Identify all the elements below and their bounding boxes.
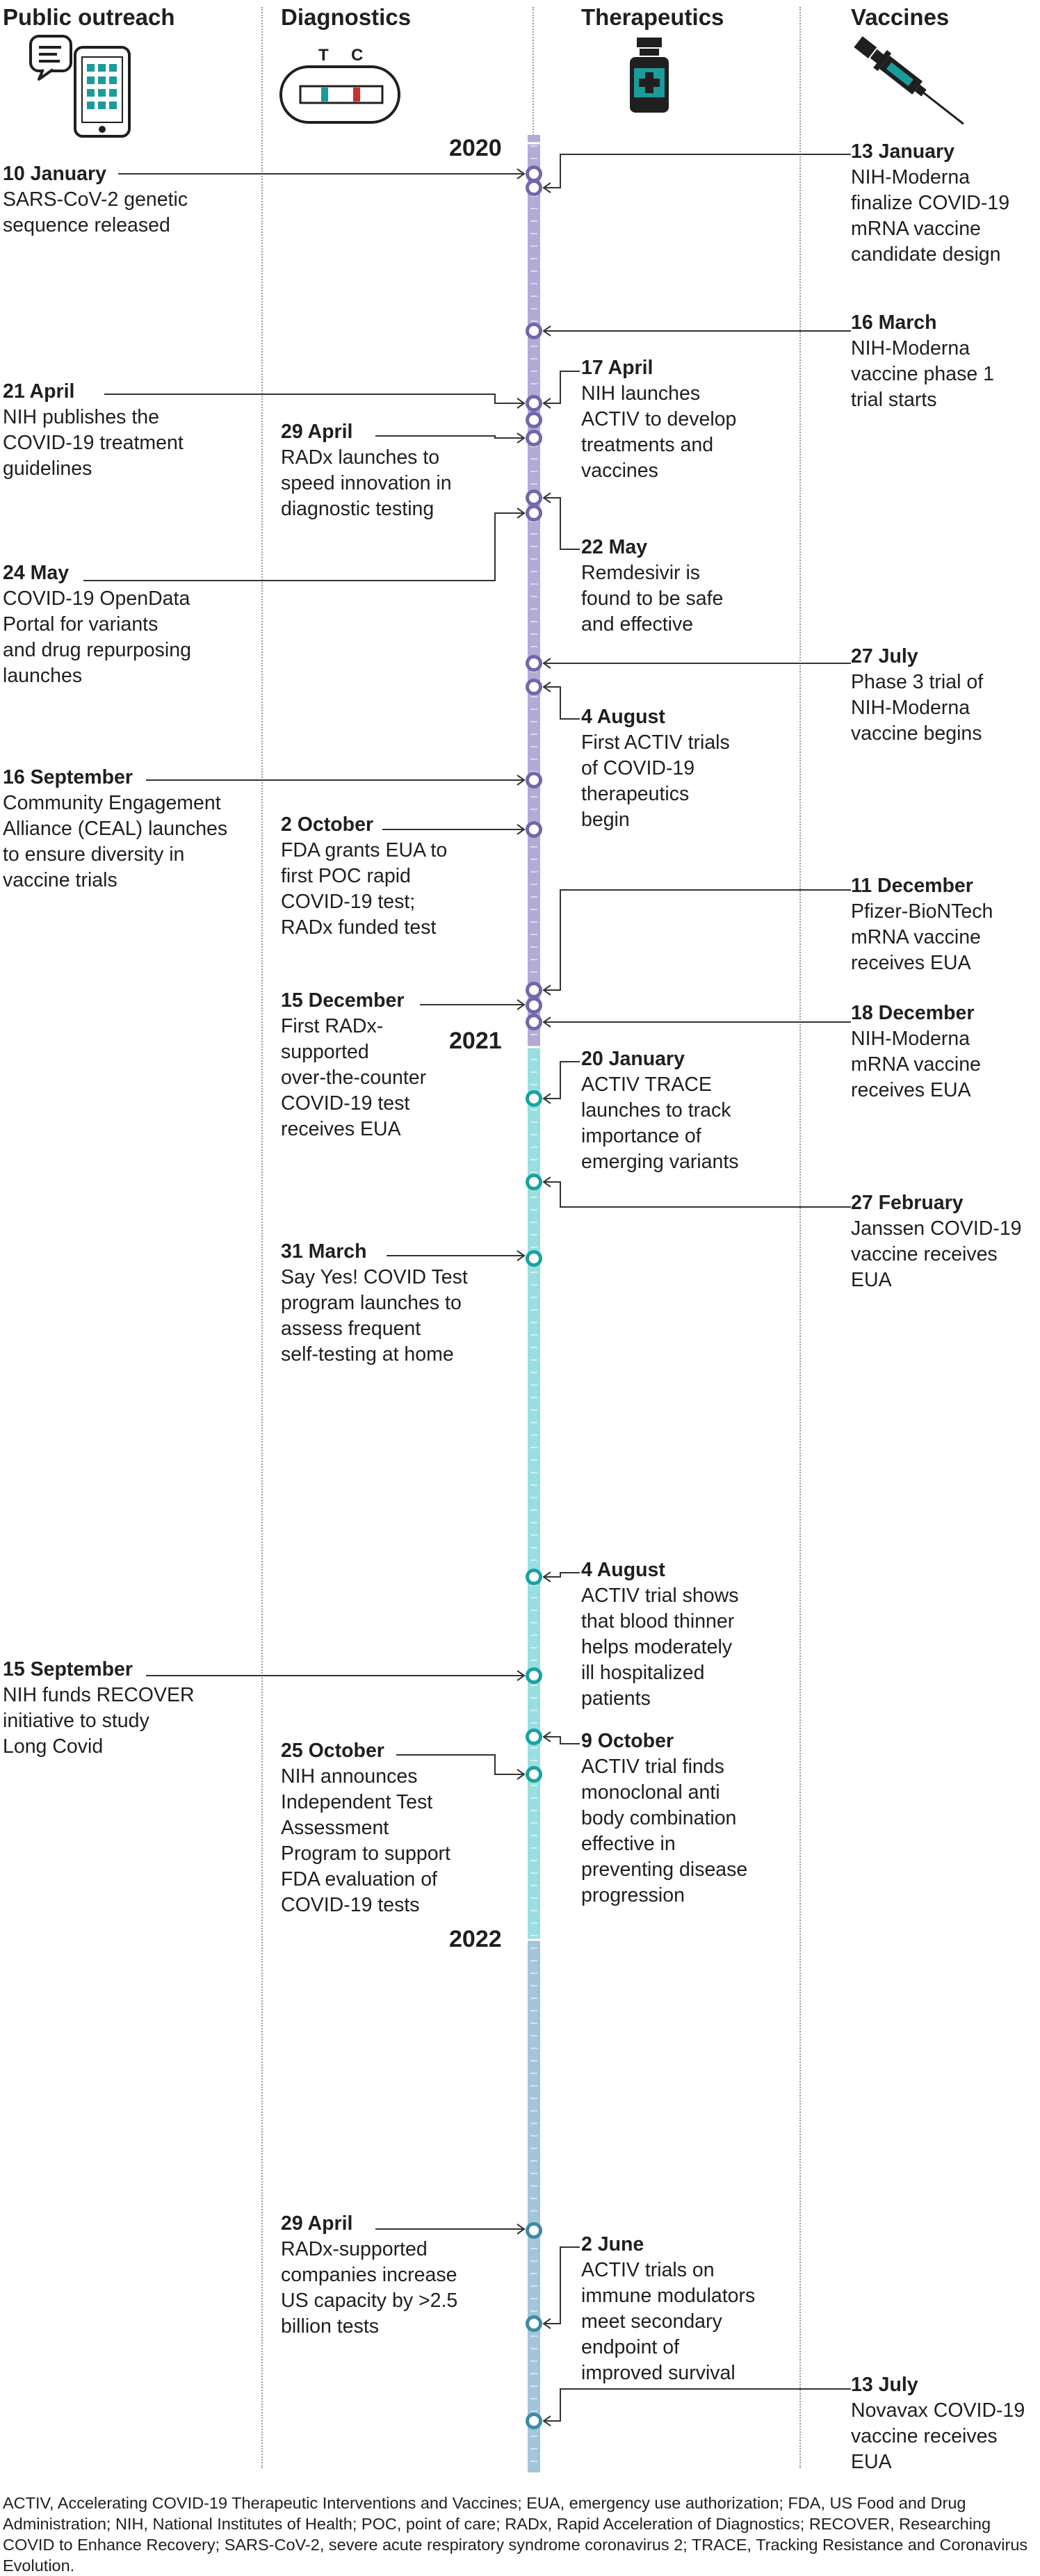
event-13-july	[851, 2372, 1025, 2475]
timeline-marker	[528, 492, 541, 505]
connector-line	[544, 154, 851, 188]
timeline-marker	[528, 999, 541, 1012]
timeline-marker	[528, 681, 541, 694]
event-description: Remdesivir is found to be safe and effective	[581, 562, 724, 635]
header-therapeutics: Therapeutics	[581, 4, 724, 30]
event-date: 13 July	[851, 2374, 918, 2396]
event-description: NIH-Moderna mRNA vaccine receives EUA	[851, 1028, 981, 1101]
event-date: 2 October	[281, 813, 374, 836]
event-date: 13 January	[851, 140, 954, 163]
event-29-april	[281, 419, 452, 522]
timeline-marker	[528, 168, 541, 181]
timeline-marker	[528, 2415, 541, 2428]
timeline-marker	[528, 823, 541, 836]
event-date: 20 January	[581, 1048, 685, 1070]
event-date: 10 January	[3, 163, 106, 185]
event-2-october	[281, 812, 447, 941]
header-vaccines: Vaccines	[851, 4, 950, 30]
event-16-september	[3, 765, 227, 893]
timeline-marker	[528, 1092, 541, 1105]
connector-line	[544, 498, 580, 549]
event-description: NIH announces Independent Test Assessment Program to support FDA evaluation of COVID-19 tests	[281, 1765, 450, 1916]
event-date: 4 August	[581, 1559, 665, 1581]
event-15-september	[3, 1657, 195, 1760]
timeline-marker	[528, 657, 541, 670]
event-description: Novavax COVID-19 vaccine receives EUA	[851, 2399, 1025, 2473]
event-date: 21 April	[3, 380, 75, 403]
event-description: ACTIV TRACE launches to track importance of emerging variants	[581, 1074, 739, 1173]
timeline-marker	[528, 414, 541, 427]
event-date: 29 April	[281, 2212, 353, 2235]
event-16-march	[851, 310, 994, 413]
event-18-december	[851, 1001, 981, 1103]
event-description: RADx-supported companies increase US capacity by >2.5 billion tests	[281, 2238, 458, 2338]
timeline-marker	[528, 984, 541, 997]
timeline-marker	[528, 1768, 541, 1781]
connector-line	[544, 2247, 580, 2324]
event-description: Say Yes! COVID Test program launches to assess frequent self-testing at home	[281, 1266, 468, 1366]
event-11-december	[851, 873, 993, 976]
event-description: NIH publishes the COVID-19 treatment guidelines	[3, 406, 184, 480]
timeline-marker	[528, 325, 541, 338]
timeline-marker	[528, 1571, 541, 1584]
event-description: SARS-CoV-2 genetic sequence released	[3, 188, 188, 236]
test-line-label-c: C	[351, 46, 364, 65]
event-date: 24 May	[3, 562, 70, 584]
event-description: First ACTIV trials of COVID-19 therapeutics begin	[581, 731, 730, 831]
event-17-april	[581, 355, 736, 484]
timeline-marker	[528, 1669, 541, 1683]
event-date: 22 May	[581, 536, 648, 558]
event-description: ACTIV trials on immune modulators meet secondary endpoint of improved survival	[581, 2259, 756, 2384]
event-20-january	[581, 1046, 739, 1175]
timeline-marker	[528, 507, 541, 520]
event-description: NIH-Moderna vaccine phase 1 trial starts	[851, 337, 994, 411]
timeline-segment-2020	[528, 135, 540, 1047]
event-date: 11 December	[851, 875, 973, 897]
event-description: FDA grants EUA to first POC rapid COVID-19 test; RADx funded test	[281, 839, 448, 939]
event-description: First RADx- supported over-the-counter COVID-19 test receives EUA	[281, 1015, 427, 1140]
event-date: 18 December	[851, 1002, 975, 1024]
event-24-may	[3, 560, 191, 689]
event-description: ACTIV trial finds monoclonal anti body combination effective in preventing disease progression	[581, 1756, 748, 1906]
header-diagnostics: Diagnostics	[281, 4, 412, 30]
event-25-october	[281, 1738, 450, 1918]
timeline-marker	[528, 1252, 541, 1265]
connector-line	[544, 1182, 851, 1207]
event-13-january	[851, 139, 1009, 268]
test-line-label-t: T	[318, 46, 329, 65]
event-date: 16 March	[851, 311, 937, 334]
connector-line	[544, 687, 580, 719]
event-4-august-2021	[581, 1557, 738, 1712]
year-label-2021: 2021	[449, 1028, 502, 1054]
event-description: COVID-19 OpenData Portal for variants and drug repurposing launches	[3, 588, 191, 687]
event-10-january	[3, 161, 188, 238]
event-date: 29 April	[281, 421, 353, 443]
timeline-marker	[528, 2224, 541, 2237]
connector-line	[544, 1062, 580, 1099]
connector-line	[544, 2389, 851, 2421]
event-date: 2 June	[581, 2233, 644, 2255]
connector-line	[544, 890, 851, 990]
header-public-outreach: Public outreach	[3, 4, 175, 30]
event-description: NIH-Moderna finalize COVID-19 mRNA vaccine candidate design	[851, 166, 1010, 266]
event-date: 15 September	[3, 1658, 133, 1680]
timeline-marker	[528, 181, 541, 195]
event-date: 4 August	[581, 706, 665, 728]
event-date: 15 December	[281, 989, 405, 1012]
event-15-december	[281, 988, 426, 1142]
event-2-june	[581, 2232, 755, 2386]
timeline-marker	[528, 397, 541, 410]
event-date: 25 October	[281, 1740, 384, 1762]
event-description: NIH funds RECOVER initiative to study Long Covid	[3, 1684, 195, 1758]
event-4-august	[581, 704, 730, 833]
event-date: 17 April	[581, 357, 653, 379]
timeline-marker	[528, 1016, 541, 1029]
footnote: ACTIV, Accelerating COVID-19 Therapeutic Interventions and Vaccines; EUA, emergency use authorization; FDA, US Food and Drug Administration; NIH, National Institutes of Health; POC, point of care; RADx, Rapid Acceleration of Diagnostics; RECOVER, Researching COVID to Enhance Recovery; SARS-CoV-2, severe acute respiratory syndrome coronavirus 2; TRACE, Tracking Resistance and Coronavirus Evolution.	[3, 2494, 1028, 2575]
event-description: RADx launches to speed innovation in diagnostic testing	[281, 446, 452, 520]
event-date: 31 March	[281, 1240, 367, 1263]
event-description: NIH launches ACTIV to develop treatments and vaccines	[581, 382, 737, 482]
event-27-july	[851, 644, 983, 747]
event-description: Community Engagement Alliance (CEAL) launches to ensure diversity in vaccine trials	[3, 792, 228, 891]
event-21-april	[3, 379, 184, 482]
timeline-marker	[528, 1731, 541, 1744]
connector-line	[544, 371, 580, 403]
event-date: 27 February	[851, 1192, 964, 1214]
event-29-april-2022	[281, 2211, 457, 2340]
event-31-march	[281, 1239, 468, 1368]
year-label-2020: 2020	[449, 135, 502, 161]
timeline-marker	[528, 1176, 541, 1189]
event-description: Phase 3 trial of NIH-Moderna vaccine begins	[851, 671, 984, 745]
year-label-2022: 2022	[449, 1926, 502, 1952]
event-22-may	[581, 535, 723, 638]
event-date: 16 September	[3, 766, 133, 788]
event-27-february	[851, 1190, 1022, 1293]
event-description: Janssen COVID-19 vaccine receives EUA	[851, 1217, 1022, 1291]
timeline-marker	[528, 2317, 541, 2331]
event-description: Pfizer-BioNTech mRNA vaccine receives EUA	[851, 900, 993, 974]
timeline-marker	[528, 774, 541, 787]
event-9-october	[581, 1728, 747, 1909]
timeline-segment-2022	[528, 1940, 540, 2472]
timeline-marker	[528, 432, 541, 445]
event-date: 9 October	[581, 1730, 674, 1752]
event-date: 27 July	[851, 645, 918, 667]
event-description: ACTIV trial shows that blood thinner helps moderately ill hospitalized patients	[581, 1585, 739, 1710]
